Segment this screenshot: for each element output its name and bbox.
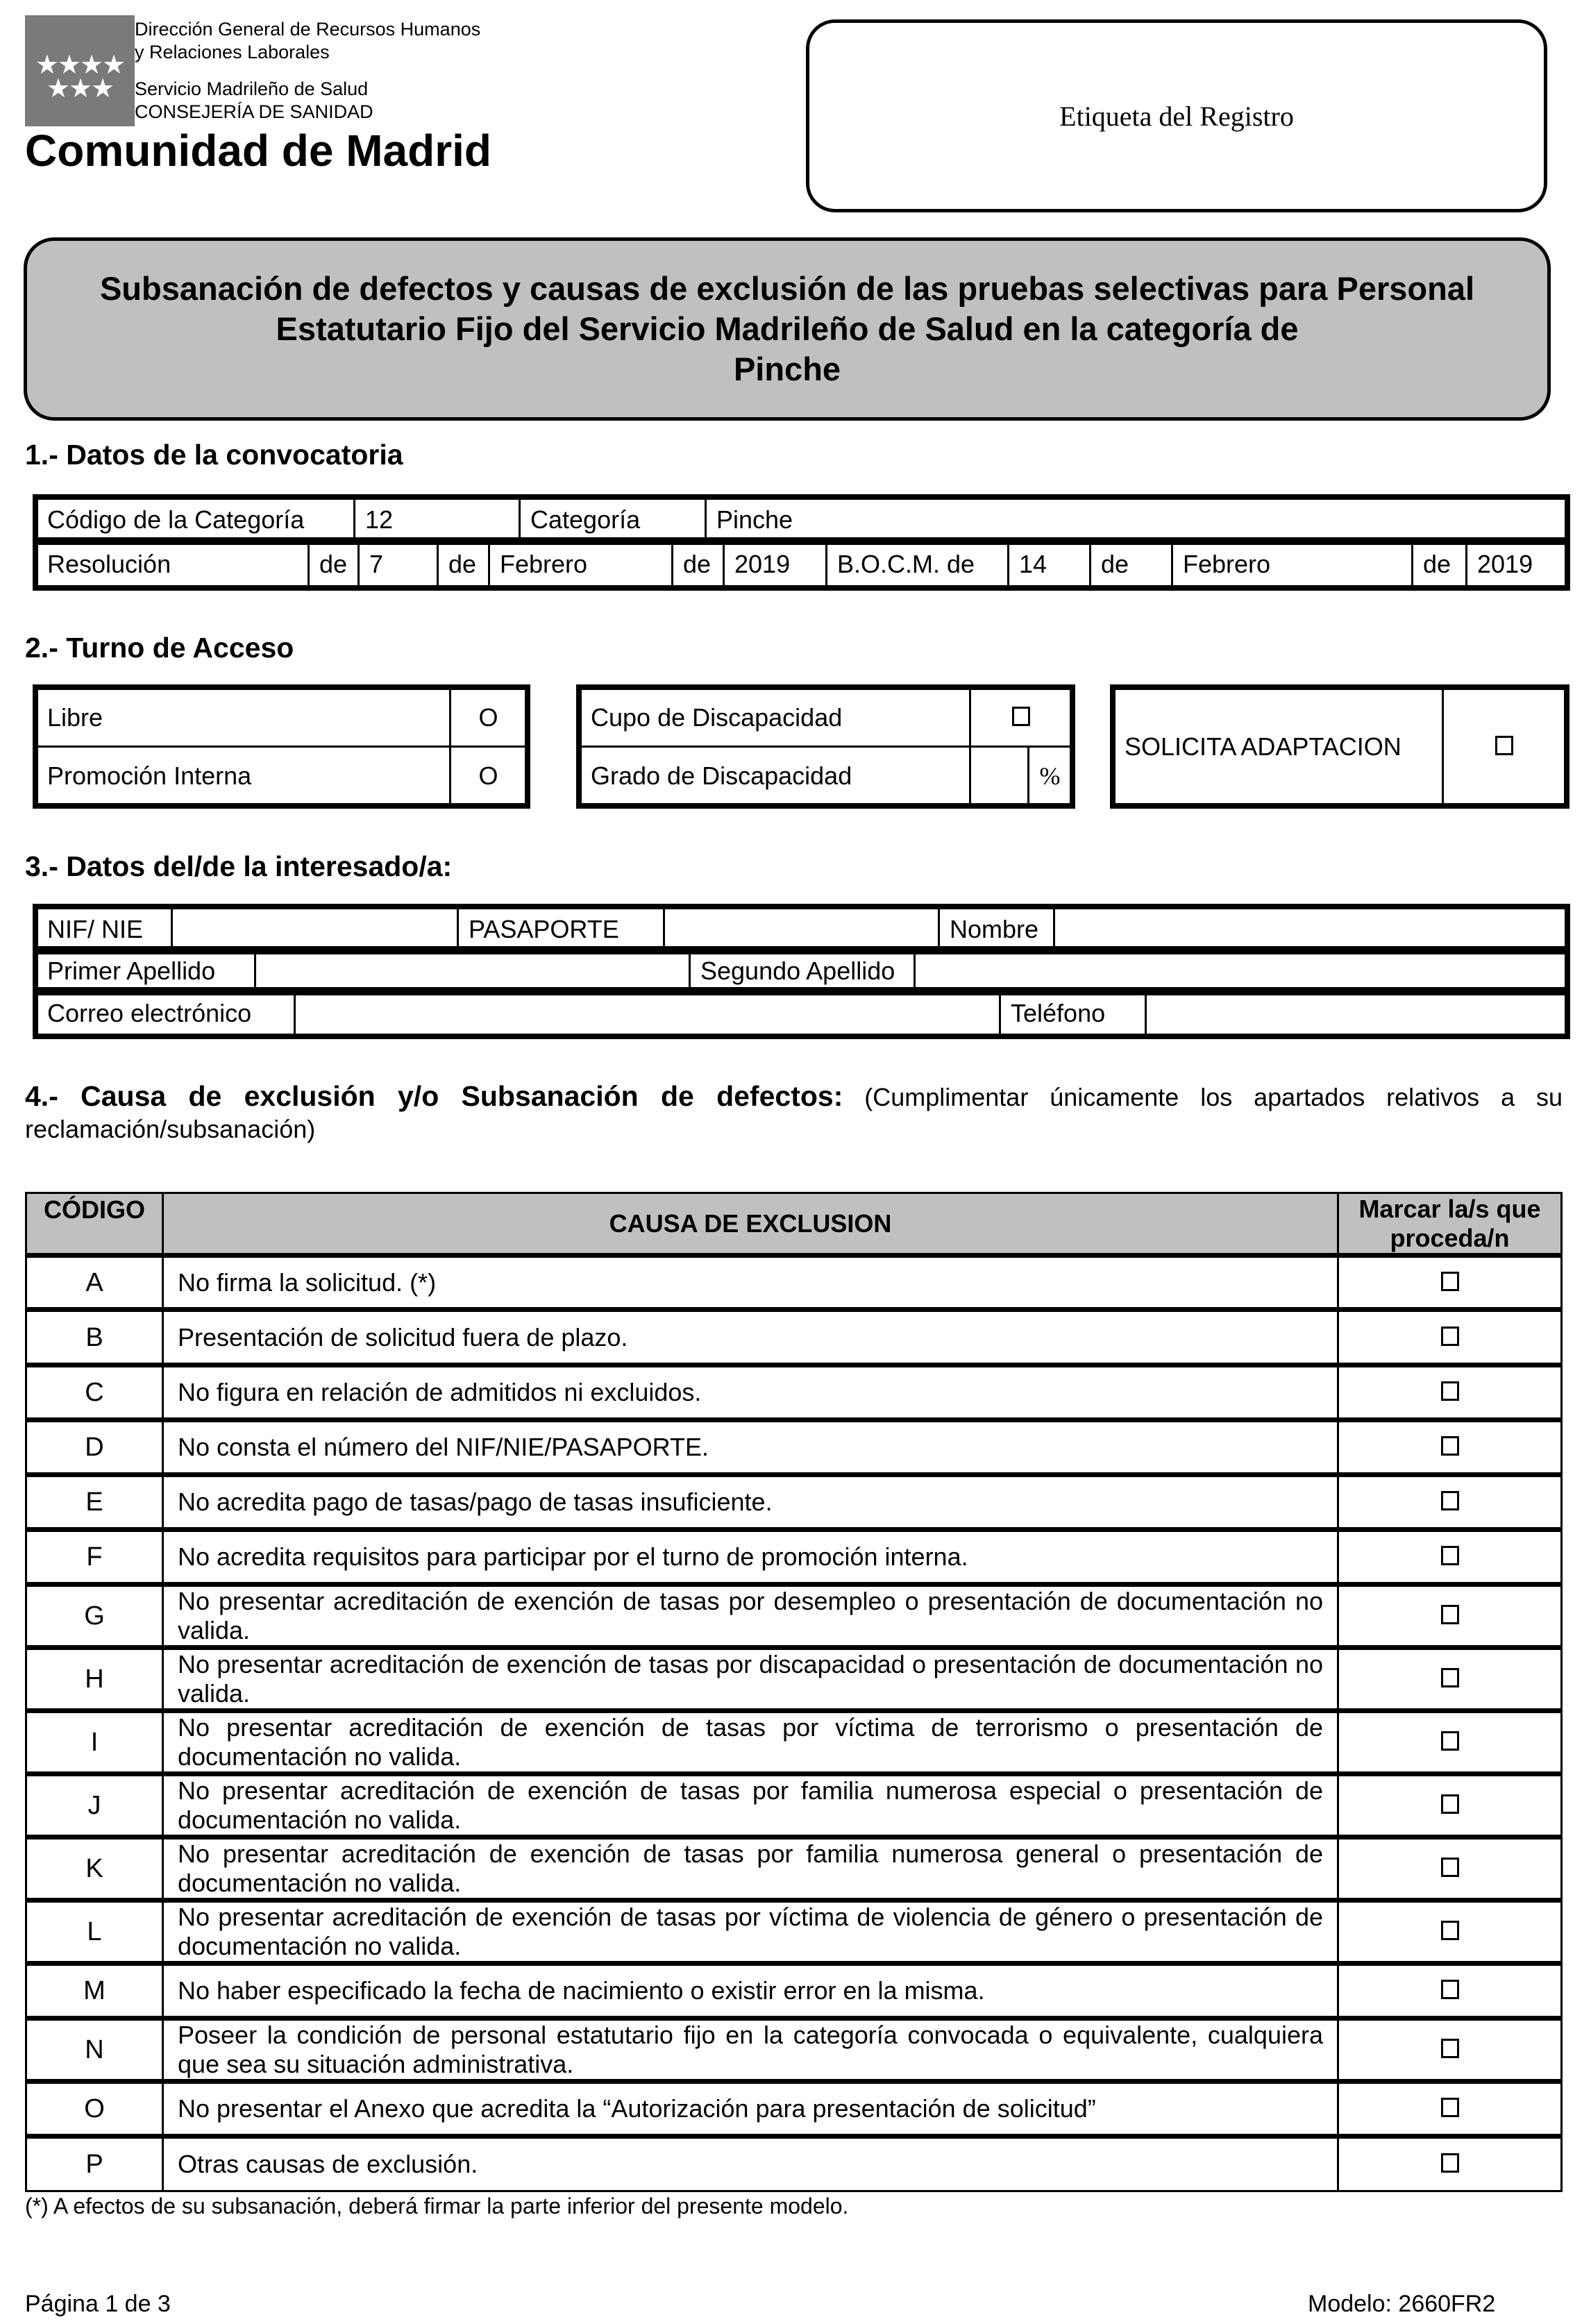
cause-code: O bbox=[26, 2082, 163, 2137]
promocion-interna-radio[interactable]: O bbox=[451, 747, 527, 805]
cause-checkbox[interactable] bbox=[1338, 1837, 1562, 1901]
org-line: y Relaciones Laborales bbox=[135, 42, 330, 62]
section4-note: (Cumplimentar únicamente los apartados relativos a su reclamación/subsanación) bbox=[25, 1083, 1563, 1143]
de-label: de bbox=[673, 541, 724, 587]
cause-text: No presentar acreditación de exención de tasas por víctima de terrorismo o presentación de documentación no valida. bbox=[163, 1711, 1338, 1774]
cause-text: No presentar acreditación de exención de tasas por desempleo o presentación de documentación no valida. bbox=[163, 1585, 1338, 1648]
adaptation-box bbox=[1113, 687, 1567, 806]
exclusion-cause-row bbox=[26, 1256, 1562, 1310]
segundo-apellido-label: Segundo Apellido bbox=[690, 950, 915, 992]
form-title-line: Estatutario Fijo del Servicio Madrileño de Salud en la categoría de bbox=[276, 310, 1299, 347]
organization-lines bbox=[135, 18, 480, 124]
libre-radio[interactable]: O bbox=[451, 689, 527, 747]
cause-checkbox[interactable] bbox=[1338, 1774, 1562, 1837]
cause-checkbox[interactable] bbox=[1338, 2082, 1562, 2137]
exclusion-causes-table bbox=[25, 1192, 1563, 2192]
cause-text: No firma la solicitud. (*) bbox=[163, 1256, 1338, 1310]
cause-code: H bbox=[26, 1648, 163, 1711]
bocm-day[interactable]: 14 bbox=[1009, 541, 1091, 587]
solicita-adaptacion-checkbox[interactable] bbox=[1443, 689, 1566, 805]
pasaporte-label: PASAPORTE bbox=[458, 908, 664, 951]
libre-label: Libre bbox=[37, 689, 451, 747]
checkbox-icon[interactable] bbox=[1441, 1605, 1459, 1624]
section1-heading: 1.- Datos de la convocatoria bbox=[25, 439, 403, 471]
pasaporte-input[interactable] bbox=[664, 908, 939, 951]
cause-text: No presentar acreditación de exención de tasas por familia numerosa general o presentación de documentación no valida. bbox=[163, 1837, 1338, 1901]
email-input[interactable] bbox=[295, 991, 1000, 1036]
cause-code: F bbox=[26, 1530, 163, 1585]
exclusion-cause-row bbox=[26, 1711, 1562, 1774]
applicant-row3 bbox=[35, 990, 1567, 1036]
convocatoria-row2 bbox=[35, 540, 1567, 588]
exclusion-cause-row bbox=[26, 2019, 1562, 2082]
bocm-year[interactable]: 2019 bbox=[1467, 541, 1567, 587]
convocatoria-row1 bbox=[35, 497, 1567, 542]
cause-text: Poseer la condición de personal estatutario fijo en la categoría convocada o equivalente, cualquiera que sea su situación administrativa. bbox=[163, 2019, 1338, 2082]
cause-checkbox[interactable] bbox=[1338, 1365, 1562, 1420]
cause-code: B bbox=[26, 1310, 163, 1365]
category-label: Categoría bbox=[520, 498, 706, 541]
cause-checkbox[interactable] bbox=[1338, 2137, 1562, 2191]
cause-text: No presentar el Anexo que acredita la “Autorización para presentación de solicitud” bbox=[163, 2082, 1338, 2137]
cause-code: D bbox=[26, 1420, 163, 1475]
cause-code: N bbox=[26, 2019, 163, 2082]
applicant-row2 bbox=[35, 949, 1567, 993]
cause-code: M bbox=[26, 1964, 163, 2019]
section4-heading bbox=[25, 1080, 1563, 1145]
registry-label: Etiqueta del Registro bbox=[1059, 100, 1294, 132]
checkbox-icon[interactable] bbox=[1441, 1272, 1459, 1291]
cause-text: No figura en relación de admitidos ni excluidos. bbox=[163, 1365, 1338, 1420]
code-value[interactable]: 12 bbox=[355, 498, 520, 541]
org-line: Servicio Madrileño de Salud bbox=[135, 78, 369, 99]
checkbox-icon[interactable] bbox=[1441, 2039, 1459, 2058]
exclusion-cause-row bbox=[26, 1774, 1562, 1837]
cause-code: E bbox=[26, 1475, 163, 1530]
checkbox-icon[interactable] bbox=[1441, 1858, 1459, 1877]
cause-code: P bbox=[26, 2137, 163, 2191]
resolution-day[interactable]: 7 bbox=[359, 541, 438, 587]
exclusion-cause-row bbox=[26, 1310, 1562, 1365]
cause-checkbox[interactable] bbox=[1338, 1711, 1562, 1774]
cause-checkbox[interactable] bbox=[1338, 1530, 1562, 1585]
checkbox-icon[interactable] bbox=[1441, 1668, 1459, 1687]
nif-nie-label: NIF/ NIE bbox=[37, 908, 172, 951]
promocion-interna-label: Promoción Interna bbox=[37, 747, 451, 805]
model-code: Modelo: 2660FR2 bbox=[1308, 2291, 1496, 2317]
exclusion-cause-row bbox=[26, 1420, 1562, 1475]
registry-label-box bbox=[806, 19, 1547, 212]
email-label: Correo electrónico bbox=[37, 991, 295, 1036]
cause-text: No presentar acreditación de exención de tasas por discapacidad o presentación de documentación no valida. bbox=[163, 1648, 1338, 1711]
exclusion-cause-row bbox=[26, 1365, 1562, 1420]
cause-checkbox[interactable] bbox=[1338, 1256, 1562, 1310]
exclusion-cause-row bbox=[26, 1837, 1562, 1901]
checkbox-icon[interactable] bbox=[1441, 1491, 1459, 1510]
cause-code: G bbox=[26, 1585, 163, 1648]
bocm-label: B.O.C.M. de bbox=[827, 541, 1009, 587]
exclusion-cause-row bbox=[26, 1901, 1562, 1964]
nombre-input[interactable] bbox=[1054, 908, 1567, 951]
org-line: Dirección General de Recursos Humanos bbox=[135, 19, 481, 40]
section2-heading: 2.- Turno de Acceso bbox=[25, 632, 294, 664]
checkbox-icon[interactable] bbox=[1012, 707, 1030, 726]
section3-heading: 3.- Datos del/de la interesado/a: bbox=[25, 850, 453, 882]
exclusion-cause-row bbox=[26, 2137, 1562, 2191]
de-label: de bbox=[438, 541, 489, 587]
checkbox-icon[interactable] bbox=[1441, 1436, 1459, 1456]
form-title-line: Pinche bbox=[733, 351, 841, 387]
resolution-year[interactable]: 2019 bbox=[724, 541, 827, 587]
access-turn-box bbox=[35, 687, 528, 806]
cause-code: C bbox=[26, 1365, 163, 1420]
cause-text: No haber especificado la fecha de nacimiento o existir error en la misma. bbox=[163, 1964, 1338, 2019]
cause-checkbox[interactable] bbox=[1338, 1648, 1562, 1711]
checkbox-icon[interactable] bbox=[1441, 1921, 1459, 1940]
cause-checkbox[interactable] bbox=[1338, 1585, 1562, 1648]
column-header-code: CÓDIGO bbox=[26, 1193, 163, 1256]
cause-text: No consta el número del NIF/NIE/PASAPORTE. bbox=[163, 1420, 1338, 1475]
cause-code: L bbox=[26, 1901, 163, 1964]
column-header-cause: CAUSA DE EXCLUSION bbox=[163, 1193, 1338, 1256]
checkbox-icon[interactable] bbox=[1441, 1731, 1459, 1751]
exclusion-cause-row bbox=[26, 1964, 1562, 2019]
nif-nie-input[interactable] bbox=[172, 908, 458, 951]
checkbox-icon[interactable] bbox=[1441, 1327, 1459, 1346]
cause-code: I bbox=[26, 1711, 163, 1774]
cause-code: J bbox=[26, 1774, 163, 1837]
segundo-apellido-input[interactable] bbox=[915, 950, 1567, 992]
checkbox-icon[interactable] bbox=[1441, 2098, 1459, 2117]
cause-text: No presentar acreditación de exención de tasas por víctima de violencia de género o presentación de documentación no valida. bbox=[163, 1901, 1338, 1964]
exclusion-cause-row bbox=[26, 2082, 1562, 2137]
cupo-discapacidad-label: Cupo de Discapacidad bbox=[580, 689, 970, 747]
bocm-month[interactable]: Febrero bbox=[1172, 541, 1413, 587]
telefono-input[interactable] bbox=[1146, 991, 1567, 1036]
cause-checkbox[interactable] bbox=[1338, 2019, 1562, 2082]
stars-icon: ★★★★ ★★★ bbox=[35, 49, 125, 103]
checkbox-icon[interactable] bbox=[1441, 1381, 1459, 1401]
exclusion-cause-row bbox=[26, 1475, 1562, 1530]
cause-text: Presentación de solicitud fuera de plazo. bbox=[163, 1310, 1338, 1365]
column-header-mark: Marcar la/s que proceda/n bbox=[1338, 1193, 1562, 1256]
exclusion-cause-row bbox=[26, 1530, 1562, 1585]
checkbox-icon[interactable] bbox=[1495, 736, 1513, 755]
cause-code: A bbox=[26, 1256, 163, 1310]
cause-checkbox[interactable] bbox=[1338, 1420, 1562, 1475]
brand-name: Comunidad de Madrid bbox=[25, 126, 491, 176]
solicita-adaptacion-label: SOLICITA ADAPTACION bbox=[1114, 689, 1443, 805]
form-title-line: Subsanación de defectos y causas de exclusión de las pruebas selectivas para Personal bbox=[99, 270, 1475, 307]
de-label: de bbox=[309, 541, 359, 587]
primer-apellido-input[interactable] bbox=[255, 950, 690, 992]
checkbox-icon[interactable] bbox=[1441, 2153, 1459, 2173]
page-number: Página 1 de 3 bbox=[25, 2291, 171, 2317]
checkbox-icon[interactable] bbox=[1441, 1546, 1459, 1565]
de-label: de bbox=[1091, 541, 1172, 587]
percent-sign: % bbox=[1029, 747, 1072, 805]
cause-text: No presentar acreditación de exención de tasas por familia numerosa especial o presentación de documentación no valida. bbox=[163, 1774, 1338, 1837]
nombre-label: Nombre bbox=[939, 908, 1054, 951]
checkbox-icon[interactable] bbox=[1441, 1794, 1459, 1814]
exclusion-cause-row bbox=[26, 1585, 1562, 1648]
cause-text: No acredita requisitos para participar por el turno de promoción interna. bbox=[163, 1530, 1338, 1585]
cupo-discapacidad-checkbox[interactable] bbox=[970, 689, 1072, 747]
cause-checkbox[interactable] bbox=[1338, 1475, 1562, 1530]
form-title-box bbox=[24, 237, 1551, 421]
cause-checkbox[interactable] bbox=[1338, 1901, 1562, 1964]
grado-discapacidad-input[interactable] bbox=[970, 747, 1029, 805]
org-line: CONSEJERÍA DE SANIDAD bbox=[135, 101, 373, 122]
checkbox-icon[interactable] bbox=[1441, 1980, 1459, 1999]
comunidad-madrid-logo bbox=[25, 15, 135, 126]
disability-box bbox=[579, 687, 1072, 806]
cause-checkbox[interactable] bbox=[1338, 1964, 1562, 2019]
category-value[interactable]: Pinche bbox=[706, 498, 1567, 541]
telefono-label: Teléfono bbox=[1000, 991, 1146, 1036]
primer-apellido-label: Primer Apellido bbox=[37, 950, 255, 992]
exclusion-cause-row bbox=[26, 1648, 1562, 1711]
grado-discapacidad-label: Grado de Discapacidad bbox=[580, 747, 970, 805]
cause-checkbox[interactable] bbox=[1338, 1310, 1562, 1365]
cause-code: K bbox=[26, 1837, 163, 1901]
cause-text: Otras causas de exclusión. bbox=[163, 2137, 1338, 2191]
footnote: (*) A efectos de su subsanación, deberá firmar la parte inferior del presente modelo. bbox=[25, 2194, 849, 2218]
cause-text: No acredita pago de tasas/pago de tasas insuficiente. bbox=[163, 1475, 1338, 1530]
code-label: Código de la Categoría bbox=[37, 498, 355, 541]
resolution-month[interactable]: Febrero bbox=[489, 541, 673, 587]
applicant-row1 bbox=[35, 907, 1567, 952]
de-label: de bbox=[1413, 541, 1467, 587]
section4-title: 4.- Causa de exclusión y/o Subsanación de defectos: bbox=[25, 1080, 843, 1112]
resolution-label: Resolución bbox=[37, 541, 309, 587]
